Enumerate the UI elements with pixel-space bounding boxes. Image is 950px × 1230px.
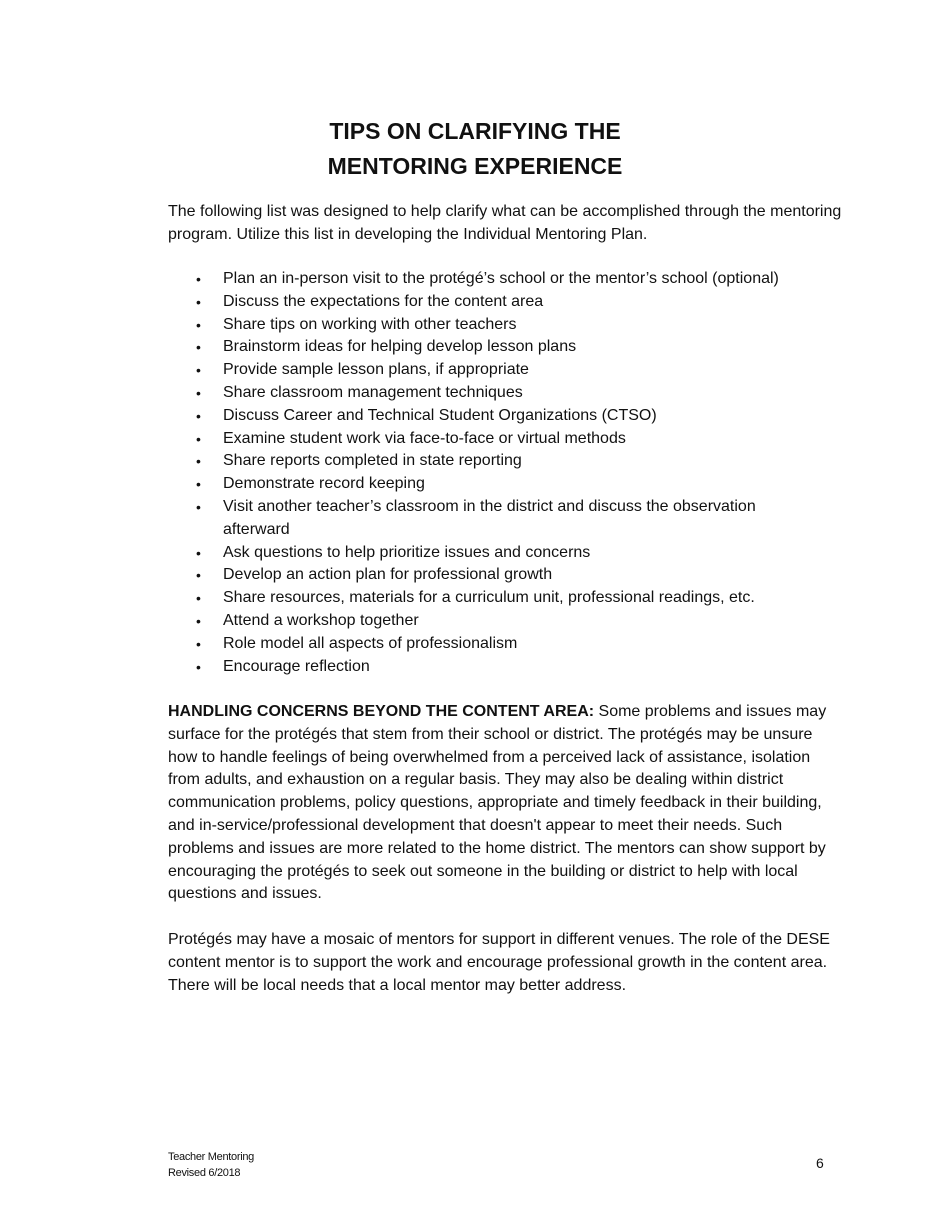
list-item-text: Examine student work via face-to-face or virtual methods	[223, 429, 626, 447]
bullet-icon: •	[196, 339, 201, 356]
list-item-text: Share classroom management techniques	[223, 383, 523, 401]
bullet-icon: •	[196, 476, 201, 493]
bullet-icon: •	[196, 407, 201, 424]
concerns-paragraph	[168, 701, 844, 906]
list-item-text: Brainstorm ideas for helping develop lesson plans	[223, 338, 577, 356]
bullet-icon: •	[196, 635, 201, 652]
page-title	[0, 114, 950, 184]
bullet-icon: •	[196, 567, 201, 584]
list-item-text: Develop an action plan for professional growth	[223, 566, 553, 584]
list-item-text: Attend a workshop together	[223, 611, 419, 629]
footer-doc-name: Teacher Mentoring	[168, 1151, 255, 1163]
bullet-icon: •	[196, 362, 201, 379]
list-item	[168, 359, 848, 382]
concerns-body: Some problems and issues may surface for the protégés that stem from their school or district. The protégés may be unsure how to handle feelings of being overwhelmed from a perceived lack of assistance, isolation from adults, and exhaustion on a regular basis. They may also be dealing within district communication problems, policy questions, appropriate and timely feedback in their building, and in-service/professional development that doesn't appear to meet their needs. Such problems and issues are more related to the home district. The mentors can show support by encouraging the protégés to seek out someone in the building or district to help with local questions and issues.	[168, 703, 827, 903]
bullet-icon: •	[196, 293, 201, 310]
list-item	[168, 656, 848, 679]
bullet-icon: •	[196, 384, 201, 401]
list-item-text: Visit another teacher’s classroom in the district and discuss the observation afterward	[223, 497, 756, 538]
list-item	[168, 587, 848, 610]
list-item-text: Provide sample lesson plans, if appropriate	[223, 361, 529, 379]
footer-info	[168, 1149, 254, 1181]
list-item-text: Share tips on working with other teachers	[223, 315, 517, 333]
list-item	[168, 291, 848, 314]
list-item-text: Encourage reflection	[223, 657, 370, 675]
intro-paragraph: The following list was designed to help clarify what can be accomplished through the mentoring program. Utilize this list in developing the Individual Mentoring Plan.	[168, 203, 842, 243]
list-item-text: Role model all aspects of professionalism	[223, 634, 518, 652]
tips-list	[168, 268, 848, 678]
closing-paragraph: Protégés may have a mosaic of mentors for support in different venues. The role of the DESE content mentor is to support the work and encourage professional growth in the content area. There will be local needs that a local mentor may better address.	[168, 931, 830, 994]
list-item	[168, 542, 848, 565]
bullet-icon: •	[196, 498, 201, 515]
list-item-text: Plan an in-person visit to the protégé’s school or the mentor’s school (optional)	[223, 270, 779, 287]
list-item-text: Discuss Career and Technical Student Organizations (CTSO)	[223, 406, 657, 424]
page-number: 6	[816, 1155, 824, 1171]
concerns-heading: HANDLING CONCERNS BEYOND THE CONTENT AREA:	[168, 703, 595, 720]
title-line-2: MENTORING EXPERIENCE	[327, 153, 623, 179]
title-line-1: TIPS ON CLARIFYING THE	[329, 118, 621, 144]
list-item	[168, 268, 848, 291]
list-item	[168, 336, 848, 359]
bullet-icon: •	[196, 430, 201, 447]
bullet-icon: •	[196, 544, 201, 561]
list-item	[168, 405, 848, 428]
list-item	[168, 564, 848, 587]
list-item	[168, 473, 848, 496]
list-item	[168, 450, 848, 473]
bullet-icon: •	[196, 590, 201, 607]
list-item	[168, 382, 848, 405]
list-item-text: Share reports completed in state reporting	[223, 452, 522, 470]
list-item	[168, 610, 848, 633]
list-item-text: Ask questions to help prioritize issues and concerns	[223, 543, 591, 561]
list-item-text: Discuss the expectations for the content area	[223, 292, 544, 310]
list-item	[168, 428, 848, 451]
list-item	[168, 496, 848, 542]
bullet-icon: •	[196, 316, 201, 333]
list-item-text: Share resources, materials for a curriculum unit, professional readings, etc.	[223, 589, 755, 607]
footer-revised: Revised 6/2018	[168, 1167, 241, 1179]
list-item-text: Demonstrate record keeping	[223, 475, 425, 493]
list-item	[168, 633, 848, 656]
bullet-icon: •	[196, 612, 201, 629]
bullet-icon: •	[196, 658, 201, 675]
bullet-icon: •	[196, 271, 201, 287]
list-item	[168, 314, 848, 337]
bullet-icon: •	[196, 453, 201, 470]
